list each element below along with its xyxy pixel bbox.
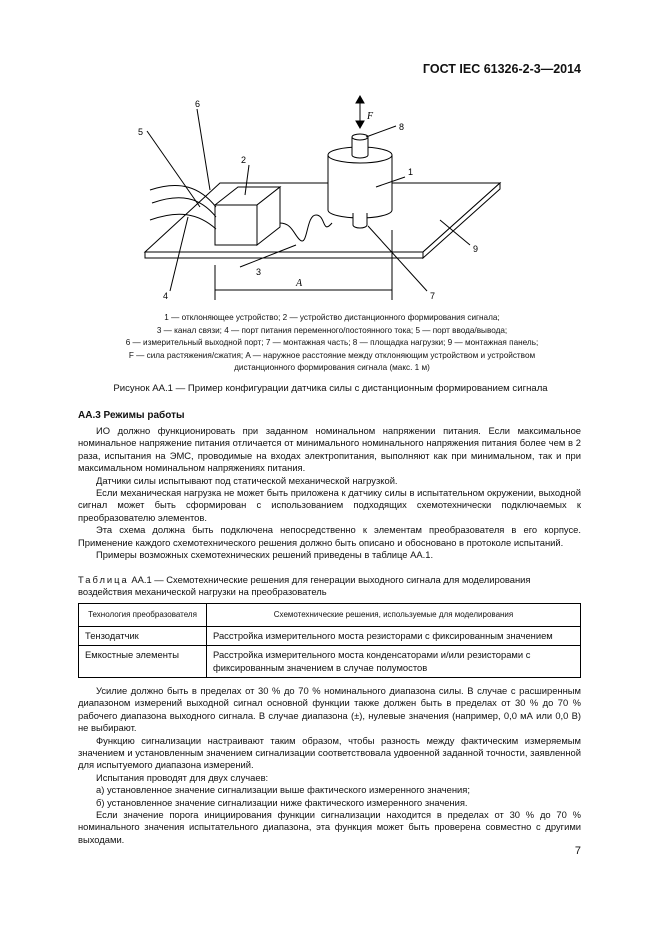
label-8: 8	[399, 122, 405, 132]
after-table-body	[78, 685, 581, 846]
table-cell: Тензодатчик	[79, 627, 207, 646]
paragraph: Если механическая нагрузка не может быть приложена к датчику силы в испытательном окружении, выходной сигнал может быть сформирован с использованием подходящих схемотехнически подключаемых к преобразователю элементов.	[78, 487, 581, 523]
force-sensor-diagram	[0, 95, 661, 300]
list-item: а) установленное значение сигнализации выше фактического измеренного значения;	[96, 784, 470, 796]
mounting-part	[353, 213, 367, 228]
paragraph: ИО должно функционировать при заданном номинальном напряжении питания. Если максимальное номинальное напряжение питания отличается от минимального номинального напряжения питания более чем в 2 раза, испытания на ЭМС, проводимые на входах электропитания, выполняют как при минимальном, так и при максимальном номинальном напряжениях питания.	[78, 425, 581, 474]
paragraph: Усилие должно быть в пределах от 30 % до 70 % номинального диапазона силы. В случае с расширенным диапазоном измерений выходной сигнал основной функции также должен быть в пределах от 30 % до 70 % рабочего диапазона выходного сигнала. В случае диапазона (±), нулевые значения (например, 0,0 мА или 0,0 В) не выбирают.	[78, 685, 581, 734]
legend-line: F — сила растяжения/сжатия; A — наружное расстояние между отклоняющим устройством и устройством	[128, 350, 536, 360]
column-header: Технология преобразователя	[79, 604, 207, 627]
label-6: 6	[195, 99, 201, 109]
table-caption	[78, 574, 581, 599]
label-2: 2	[241, 155, 247, 165]
table-row	[79, 646, 581, 677]
table-cell: Расстройка измерительного моста конденсаторами и/или резисторами с фиксированным значением в случае полумостов	[207, 646, 581, 677]
paragraph: Испытания проводят для двух случаев:	[96, 771, 269, 783]
figure-caption: Рисунок АА.1 — Пример конфигурации датчика силы с дистанционным формированием сигнала	[113, 383, 548, 394]
label-force: F	[367, 111, 374, 122]
section-title: АА.3 Режимы работы	[78, 410, 185, 421]
paragraph: Если значение порога инициирования функции сигнализации находится в пределах от 30 % до 70 % номинального значения испытательного диапазона, эта функция может быть проверена совместно с другими выходами.	[78, 809, 581, 845]
document-header: ГОСТ IEC 61326-2-3—2014	[422, 62, 581, 76]
legend-line: 6 — измерительный выходной порт; 7 — монтажная часть; 8 — площадка нагрузки; 9 — монтажная панель;	[125, 338, 539, 348]
label-7: 7	[430, 291, 436, 300]
paragraph: Функцию сигнализации настраивают таким образом, чтобы разность между фактическим измеряемым значением и установленным значением сигнализации соответствовала удвоенной заданной точности, заявленной для испытуемого диапазона измерений.	[78, 734, 581, 771]
list-item: б) установленное значение сигнализации ниже фактического измеренного значения.	[96, 796, 468, 808]
label-4: 4	[163, 291, 169, 300]
column-header: Схемотехнические решения, используемые для моделирования	[207, 604, 581, 627]
paragraph: Эта схема должна быть подключена непосредственно к элементам преобразователя в его корпусе. Применение каждого схемотехнического решения должно быть описано и обосновано в протоколе испытаний.	[78, 524, 581, 548]
table-header-row	[79, 604, 581, 627]
legend-line: 1 — отклоняющее устройство; 2 — устройство дистанционного формирования сигнала;	[164, 313, 500, 322]
deflection-device	[328, 155, 392, 218]
label-dimension-a: A	[296, 278, 303, 289]
table-caption-text: АА.1 — Схемотехнические решения для генерации выходного сигнала для моделирования воздействия механической нагрузки на преобразователь	[78, 574, 531, 598]
table-caption-prefix: Таблица	[78, 574, 129, 585]
table-row	[79, 627, 581, 646]
label-3: 3	[256, 267, 262, 277]
paragraph: Примеры возможных схемотехнических решений приведены в таблице АА.1.	[96, 549, 434, 561]
page-number: 7	[574, 845, 581, 857]
label-1: 1	[408, 167, 414, 177]
label-5: 5	[138, 127, 144, 137]
section-body	[78, 425, 581, 561]
signal-conditioning-box	[215, 205, 257, 245]
legend-line: 3 — канал связи; 4 — порт питания переменного/постоянного тока; 5 — порт ввода/вывода;	[156, 325, 508, 335]
schematic-solutions-table	[78, 603, 581, 678]
figure-legend	[78, 312, 586, 375]
label-9: 9	[473, 244, 479, 254]
table-cell: Расстройка измерительного моста резисторами с фиксированным значением	[207, 627, 581, 646]
legend-line: дистанционного формирования сигнала (макс. 1 м)	[234, 363, 430, 373]
paragraph: Датчики силы испытывают под статической механической нагрузкой.	[96, 474, 398, 486]
table-cell: Емкостные элементы	[79, 646, 207, 677]
